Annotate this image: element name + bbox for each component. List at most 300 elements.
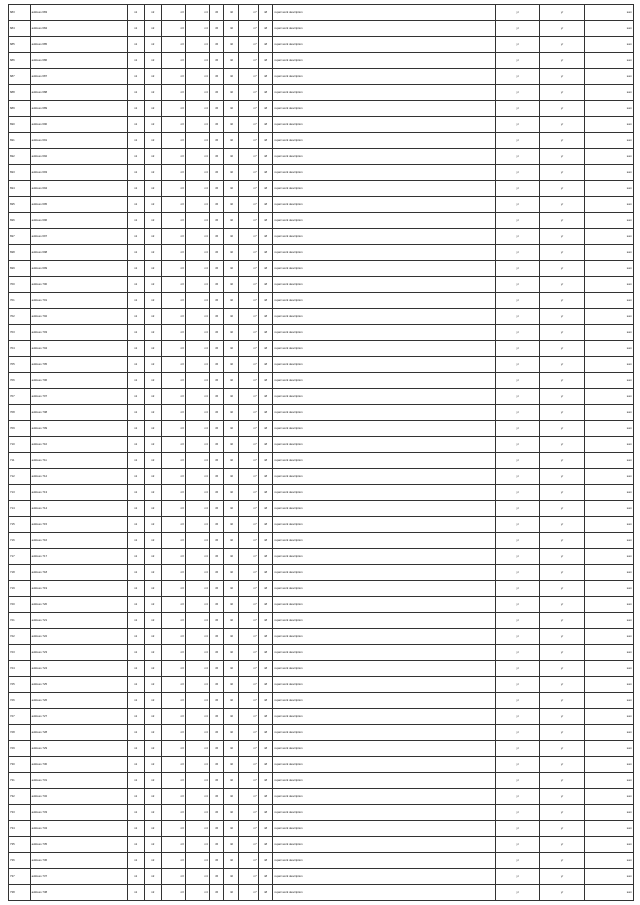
- end-year-cell: yr: [540, 309, 584, 325]
- table-row: [9, 165, 634, 181]
- count-cell: n5: [209, 885, 224, 901]
- count-cell: n5: [209, 277, 224, 293]
- cost-cell: sum: [584, 229, 633, 245]
- area-cell: n3: [161, 501, 185, 517]
- value-cell: n1: [127, 549, 144, 565]
- address-cell: address 724: [30, 661, 127, 677]
- value-cell: n8: [258, 725, 273, 741]
- value-cell: n1: [127, 837, 144, 853]
- address-cell: address 683: [30, 5, 127, 21]
- end-year-cell: yr: [540, 853, 584, 869]
- value-cell: n8: [258, 293, 273, 309]
- year-cell: n2: [144, 21, 161, 37]
- work-description-cell: repair work description: [273, 757, 495, 773]
- area-cell: n3: [161, 149, 185, 165]
- row-number-cell: 712: [9, 469, 31, 485]
- area-cell: n4: [185, 133, 209, 149]
- work-description-cell: repair work description: [273, 389, 495, 405]
- residents-cell: n7: [239, 853, 258, 869]
- count-cell: n5: [209, 533, 224, 549]
- value-cell: n1: [127, 789, 144, 805]
- count-cell: n6: [224, 629, 239, 645]
- end-year-cell: yr: [540, 133, 584, 149]
- area-cell: n3: [161, 373, 185, 389]
- count-cell: n6: [224, 549, 239, 565]
- end-year-cell: yr: [540, 437, 584, 453]
- count-cell: n5: [209, 581, 224, 597]
- count-cell: n6: [224, 229, 239, 245]
- area-cell: n3: [161, 53, 185, 69]
- residents-cell: n7: [239, 229, 258, 245]
- address-cell: address 721: [30, 613, 127, 629]
- value-cell: n8: [258, 261, 273, 277]
- address-cell: address 692: [30, 149, 127, 165]
- value-cell: n8: [258, 277, 273, 293]
- count-cell: n5: [209, 453, 224, 469]
- row-number-cell: 729: [9, 741, 31, 757]
- area-cell: n4: [185, 325, 209, 341]
- cost-cell: sum: [584, 885, 633, 901]
- address-cell: address 711: [30, 453, 127, 469]
- residents-cell: n7: [239, 85, 258, 101]
- count-cell: n6: [224, 309, 239, 325]
- start-year-cell: yr: [495, 485, 539, 501]
- value-cell: n8: [258, 677, 273, 693]
- end-year-cell: yr: [540, 725, 584, 741]
- value-cell: n1: [127, 613, 144, 629]
- value-cell: n8: [258, 229, 273, 245]
- row-number-cell: 684: [9, 21, 31, 37]
- area-cell: n4: [185, 245, 209, 261]
- area-cell: n3: [161, 533, 185, 549]
- row-number-cell: 716: [9, 533, 31, 549]
- count-cell: n6: [224, 869, 239, 885]
- area-cell: n4: [185, 37, 209, 53]
- row-number-cell: 724: [9, 661, 31, 677]
- count-cell: n6: [224, 149, 239, 165]
- residents-cell: n7: [239, 469, 258, 485]
- work-description-cell: repair work description: [273, 741, 495, 757]
- year-cell: n2: [144, 453, 161, 469]
- row-number-cell: 707: [9, 389, 31, 405]
- value-cell: n1: [127, 5, 144, 21]
- end-year-cell: yr: [540, 261, 584, 277]
- address-cell: address 716: [30, 533, 127, 549]
- row-number-cell: 700: [9, 277, 31, 293]
- count-cell: n5: [209, 21, 224, 37]
- table-row: [9, 693, 634, 709]
- start-year-cell: yr: [495, 517, 539, 533]
- year-cell: n2: [144, 869, 161, 885]
- address-cell: address 700: [30, 277, 127, 293]
- year-cell: n2: [144, 357, 161, 373]
- count-cell: n6: [224, 21, 239, 37]
- row-number-cell: 734: [9, 821, 31, 837]
- end-year-cell: yr: [540, 805, 584, 821]
- work-description-cell: repair work description: [273, 149, 495, 165]
- address-cell: address 736: [30, 853, 127, 869]
- cost-cell: sum: [584, 405, 633, 421]
- end-year-cell: yr: [540, 21, 584, 37]
- value-cell: n1: [127, 101, 144, 117]
- residents-cell: n7: [239, 869, 258, 885]
- area-cell: n3: [161, 565, 185, 581]
- area-cell: n4: [185, 181, 209, 197]
- year-cell: n2: [144, 293, 161, 309]
- value-cell: n1: [127, 773, 144, 789]
- value-cell: n8: [258, 357, 273, 373]
- table-row: [9, 533, 634, 549]
- year-cell: n2: [144, 517, 161, 533]
- count-cell: n6: [224, 437, 239, 453]
- row-number-cell: 692: [9, 149, 31, 165]
- area-cell: n4: [185, 677, 209, 693]
- cost-cell: sum: [584, 709, 633, 725]
- value-cell: n1: [127, 389, 144, 405]
- table-row: [9, 501, 634, 517]
- year-cell: n2: [144, 245, 161, 261]
- address-cell: address 708: [30, 405, 127, 421]
- residents-cell: n7: [239, 245, 258, 261]
- table-row: [9, 341, 634, 357]
- work-description-cell: repair work description: [273, 581, 495, 597]
- work-description-cell: repair work description: [273, 709, 495, 725]
- year-cell: n2: [144, 149, 161, 165]
- table-row: [9, 853, 634, 869]
- start-year-cell: yr: [495, 821, 539, 837]
- address-cell: address 685: [30, 37, 127, 53]
- start-year-cell: yr: [495, 805, 539, 821]
- value-cell: n8: [258, 629, 273, 645]
- end-year-cell: yr: [540, 421, 584, 437]
- value-cell: n8: [258, 117, 273, 133]
- row-number-cell: 709: [9, 421, 31, 437]
- year-cell: n2: [144, 533, 161, 549]
- value-cell: n1: [127, 821, 144, 837]
- area-cell: n4: [185, 165, 209, 181]
- row-number-cell: 698: [9, 245, 31, 261]
- address-cell: address 726: [30, 693, 127, 709]
- value-cell: n8: [258, 309, 273, 325]
- value-cell: n1: [127, 581, 144, 597]
- start-year-cell: yr: [495, 261, 539, 277]
- value-cell: n1: [127, 309, 144, 325]
- start-year-cell: yr: [495, 709, 539, 725]
- value-cell: n1: [127, 805, 144, 821]
- area-cell: n3: [161, 293, 185, 309]
- count-cell: n6: [224, 245, 239, 261]
- table-row: [9, 389, 634, 405]
- area-cell: n4: [185, 261, 209, 277]
- start-year-cell: yr: [495, 773, 539, 789]
- area-cell: n3: [161, 581, 185, 597]
- residents-cell: n7: [239, 517, 258, 533]
- year-cell: n2: [144, 133, 161, 149]
- work-description-cell: repair work description: [273, 565, 495, 581]
- address-cell: address 714: [30, 501, 127, 517]
- end-year-cell: yr: [540, 789, 584, 805]
- residents-cell: n7: [239, 821, 258, 837]
- value-cell: n8: [258, 341, 273, 357]
- value-cell: n1: [127, 197, 144, 213]
- area-cell: n3: [161, 517, 185, 533]
- row-number-cell: 737: [9, 869, 31, 885]
- area-cell: n4: [185, 581, 209, 597]
- residents-cell: n7: [239, 293, 258, 309]
- count-cell: n6: [224, 293, 239, 309]
- row-number-cell: 708: [9, 405, 31, 421]
- count-cell: n6: [224, 693, 239, 709]
- year-cell: n2: [144, 677, 161, 693]
- year-cell: n2: [144, 661, 161, 677]
- table-row: [9, 437, 634, 453]
- residents-cell: n7: [239, 341, 258, 357]
- end-year-cell: yr: [540, 549, 584, 565]
- row-number-cell: 691: [9, 133, 31, 149]
- end-year-cell: yr: [540, 293, 584, 309]
- address-cell: address 723: [30, 645, 127, 661]
- table-row: [9, 741, 634, 757]
- residents-cell: n7: [239, 165, 258, 181]
- residents-cell: n7: [239, 629, 258, 645]
- count-cell: n6: [224, 341, 239, 357]
- value-cell: n8: [258, 533, 273, 549]
- count-cell: n6: [224, 53, 239, 69]
- start-year-cell: yr: [495, 837, 539, 853]
- area-cell: n3: [161, 789, 185, 805]
- area-cell: n3: [161, 645, 185, 661]
- end-year-cell: yr: [540, 69, 584, 85]
- area-cell: n3: [161, 805, 185, 821]
- area-cell: n4: [185, 853, 209, 869]
- start-year-cell: yr: [495, 325, 539, 341]
- residents-cell: n7: [239, 53, 258, 69]
- area-cell: n4: [185, 197, 209, 213]
- cost-cell: sum: [584, 565, 633, 581]
- row-number-cell: 711: [9, 453, 31, 469]
- count-cell: n6: [224, 533, 239, 549]
- value-cell: n1: [127, 485, 144, 501]
- work-description-cell: repair work description: [273, 629, 495, 645]
- table-row: [9, 309, 634, 325]
- address-cell: address 697: [30, 229, 127, 245]
- row-number-cell: 720: [9, 597, 31, 613]
- row-number-cell: 685: [9, 37, 31, 53]
- end-year-cell: yr: [540, 117, 584, 133]
- value-cell: n1: [127, 357, 144, 373]
- value-cell: n8: [258, 165, 273, 181]
- address-cell: address 719: [30, 581, 127, 597]
- count-cell: n6: [224, 165, 239, 181]
- end-year-cell: yr: [540, 373, 584, 389]
- row-number-cell: 726: [9, 693, 31, 709]
- start-year-cell: yr: [495, 357, 539, 373]
- area-cell: n3: [161, 21, 185, 37]
- area-cell: n3: [161, 869, 185, 885]
- year-cell: n2: [144, 69, 161, 85]
- value-cell: n8: [258, 373, 273, 389]
- end-year-cell: yr: [540, 277, 584, 293]
- count-cell: n5: [209, 69, 224, 85]
- address-cell: address 706: [30, 373, 127, 389]
- value-cell: n8: [258, 437, 273, 453]
- residents-cell: n7: [239, 581, 258, 597]
- area-cell: n4: [185, 485, 209, 501]
- table-row: [9, 725, 634, 741]
- start-year-cell: yr: [495, 389, 539, 405]
- area-cell: n3: [161, 677, 185, 693]
- year-cell: n2: [144, 37, 161, 53]
- area-cell: n4: [185, 533, 209, 549]
- cost-cell: sum: [584, 469, 633, 485]
- cost-cell: sum: [584, 805, 633, 821]
- area-cell: n4: [185, 453, 209, 469]
- table-row: [9, 245, 634, 261]
- year-cell: n2: [144, 501, 161, 517]
- end-year-cell: yr: [540, 469, 584, 485]
- count-cell: n5: [209, 101, 224, 117]
- residents-cell: n7: [239, 5, 258, 21]
- address-cell: address 709: [30, 421, 127, 437]
- area-cell: n3: [161, 469, 185, 485]
- year-cell: n2: [144, 261, 161, 277]
- address-cell: address 730: [30, 757, 127, 773]
- table-row: [9, 21, 634, 37]
- value-cell: n8: [258, 837, 273, 853]
- value-cell: n8: [258, 805, 273, 821]
- residents-cell: n7: [239, 741, 258, 757]
- count-cell: n5: [209, 677, 224, 693]
- work-description-cell: repair work description: [273, 165, 495, 181]
- work-description-cell: repair work description: [273, 773, 495, 789]
- work-description-cell: repair work description: [273, 341, 495, 357]
- area-cell: n3: [161, 853, 185, 869]
- work-description-cell: repair work description: [273, 133, 495, 149]
- count-cell: n5: [209, 741, 224, 757]
- year-cell: n2: [144, 629, 161, 645]
- row-number-cell: 697: [9, 229, 31, 245]
- area-cell: n4: [185, 773, 209, 789]
- count-cell: n5: [209, 725, 224, 741]
- start-year-cell: yr: [495, 725, 539, 741]
- cost-cell: sum: [584, 357, 633, 373]
- end-year-cell: yr: [540, 181, 584, 197]
- residents-cell: n7: [239, 309, 258, 325]
- area-cell: n4: [185, 693, 209, 709]
- table-row: [9, 53, 634, 69]
- area-cell: n4: [185, 741, 209, 757]
- area-cell: n3: [161, 389, 185, 405]
- cost-cell: sum: [584, 853, 633, 869]
- residents-cell: n7: [239, 725, 258, 741]
- start-year-cell: yr: [495, 869, 539, 885]
- count-cell: n5: [209, 469, 224, 485]
- area-cell: n4: [185, 597, 209, 613]
- start-year-cell: yr: [495, 341, 539, 357]
- work-description-cell: repair work description: [273, 853, 495, 869]
- count-cell: n6: [224, 773, 239, 789]
- value-cell: n1: [127, 245, 144, 261]
- count-cell: n5: [209, 293, 224, 309]
- start-year-cell: yr: [495, 181, 539, 197]
- count-cell: n6: [224, 853, 239, 869]
- residents-cell: n7: [239, 325, 258, 341]
- value-cell: n1: [127, 213, 144, 229]
- value-cell: n8: [258, 501, 273, 517]
- count-cell: n5: [209, 37, 224, 53]
- value-cell: n8: [258, 469, 273, 485]
- row-number-cell: 727: [9, 709, 31, 725]
- cost-cell: sum: [584, 869, 633, 885]
- residents-cell: n7: [239, 197, 258, 213]
- table-row: [9, 549, 634, 565]
- area-cell: n4: [185, 565, 209, 581]
- value-cell: n8: [258, 597, 273, 613]
- residents-cell: n7: [239, 709, 258, 725]
- year-cell: n2: [144, 181, 161, 197]
- year-cell: n2: [144, 117, 161, 133]
- value-cell: n8: [258, 821, 273, 837]
- value-cell: n8: [258, 549, 273, 565]
- count-cell: n6: [224, 37, 239, 53]
- table-row: [9, 565, 634, 581]
- end-year-cell: yr: [540, 149, 584, 165]
- value-cell: n8: [258, 389, 273, 405]
- work-description-cell: repair work description: [273, 421, 495, 437]
- year-cell: n2: [144, 309, 161, 325]
- address-cell: address 713: [30, 485, 127, 501]
- row-number-cell: 714: [9, 501, 31, 517]
- row-number-cell: 686: [9, 53, 31, 69]
- area-cell: n3: [161, 405, 185, 421]
- residents-cell: n7: [239, 181, 258, 197]
- table-row: [9, 757, 634, 773]
- value-cell: n1: [127, 757, 144, 773]
- count-cell: n5: [209, 645, 224, 661]
- work-description-cell: repair work description: [273, 325, 495, 341]
- residents-cell: n7: [239, 837, 258, 853]
- start-year-cell: yr: [495, 21, 539, 37]
- address-cell: address 689: [30, 101, 127, 117]
- table-row: [9, 453, 634, 469]
- count-cell: n5: [209, 437, 224, 453]
- table-row: [9, 629, 634, 645]
- value-cell: n1: [127, 709, 144, 725]
- area-cell: n3: [161, 453, 185, 469]
- start-year-cell: yr: [495, 133, 539, 149]
- work-description-cell: repair work description: [273, 789, 495, 805]
- table-row: [9, 789, 634, 805]
- start-year-cell: yr: [495, 5, 539, 21]
- work-description-cell: repair work description: [273, 277, 495, 293]
- row-number-cell: 730: [9, 757, 31, 773]
- count-cell: n5: [209, 85, 224, 101]
- cost-cell: sum: [584, 533, 633, 549]
- count-cell: n6: [224, 389, 239, 405]
- area-cell: n4: [185, 53, 209, 69]
- row-number-cell: 728: [9, 725, 31, 741]
- end-year-cell: yr: [540, 485, 584, 501]
- year-cell: n2: [144, 581, 161, 597]
- cost-cell: sum: [584, 757, 633, 773]
- count-cell: n5: [209, 5, 224, 21]
- area-cell: n4: [185, 629, 209, 645]
- row-number-cell: 710: [9, 437, 31, 453]
- row-number-cell: 738: [9, 885, 31, 901]
- area-cell: n3: [161, 629, 185, 645]
- cost-cell: sum: [584, 325, 633, 341]
- area-cell: n3: [161, 117, 185, 133]
